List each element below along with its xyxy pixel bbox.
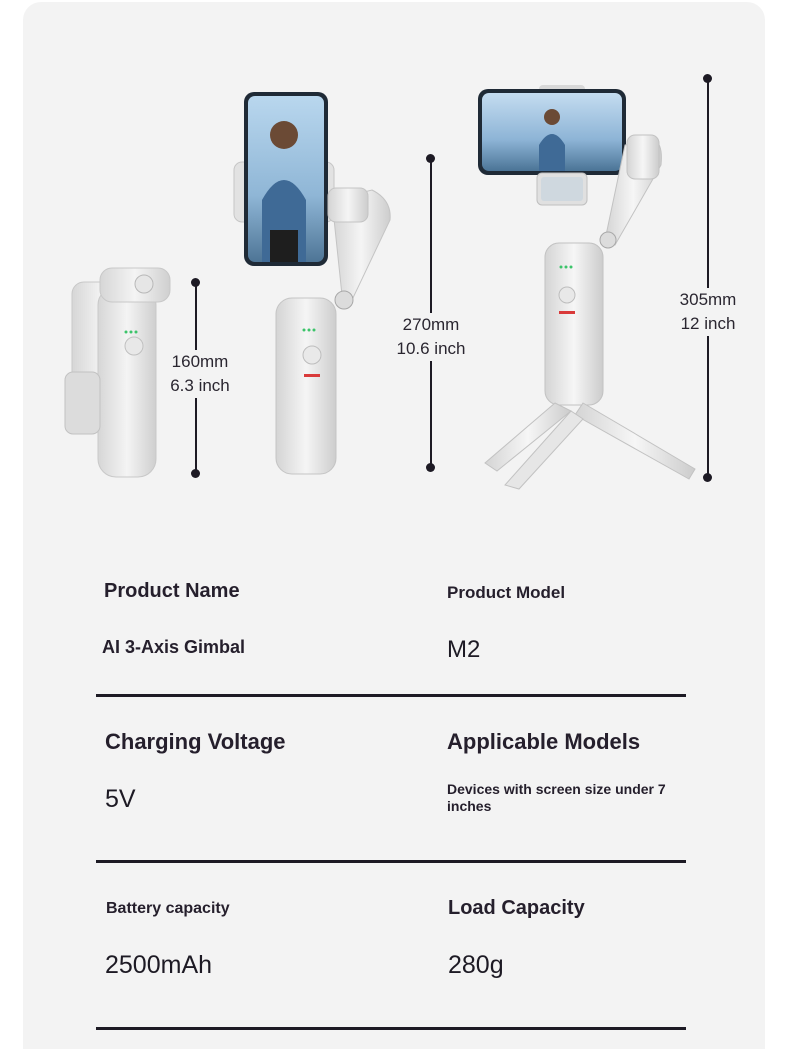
spec-key-charging-voltage: Charging Voltage [105,729,286,754]
spec-key-applicable-models: Applicable Models [447,729,641,754]
spec-key-battery-capacity: Battery capacity [106,900,230,917]
dimension-mm-label: 305mm [679,290,737,309]
divider [96,694,686,697]
dimension-dot [703,473,712,482]
spec-value-charging-voltage: 5V [105,785,136,813]
dimension-dot [191,469,200,478]
dimension-inch-label: 12 inch [680,314,736,333]
extended-gimbal-image [232,90,397,480]
dimension-mm-label: 160mm [171,352,229,371]
spec-value-applicable-models: Devices with screen size under 7 inches [447,781,666,814]
spec-key-product-model: Product Model [447,583,566,602]
divider [96,860,686,863]
dimension-line [707,79,709,475]
spec-value-product-name: AI 3-Axis Gimbal [102,637,246,657]
divider [96,1027,686,1030]
spec-key-product-name: Product Name [104,580,240,602]
dimension-mm-label: 270mm [402,315,460,334]
dimension-dot [426,463,435,472]
spec-value-battery-capacity: 2500mAh [105,951,213,979]
dimension-inch-label: 6.3 inch [170,376,230,395]
spec-key-load-capacity: Load Capacity [448,897,585,919]
spec-value-load-capacity: 280g [448,951,504,979]
dimension-inch-label: 10.6 inch [396,339,466,358]
spec-value-product-model: M2 [447,636,481,663]
